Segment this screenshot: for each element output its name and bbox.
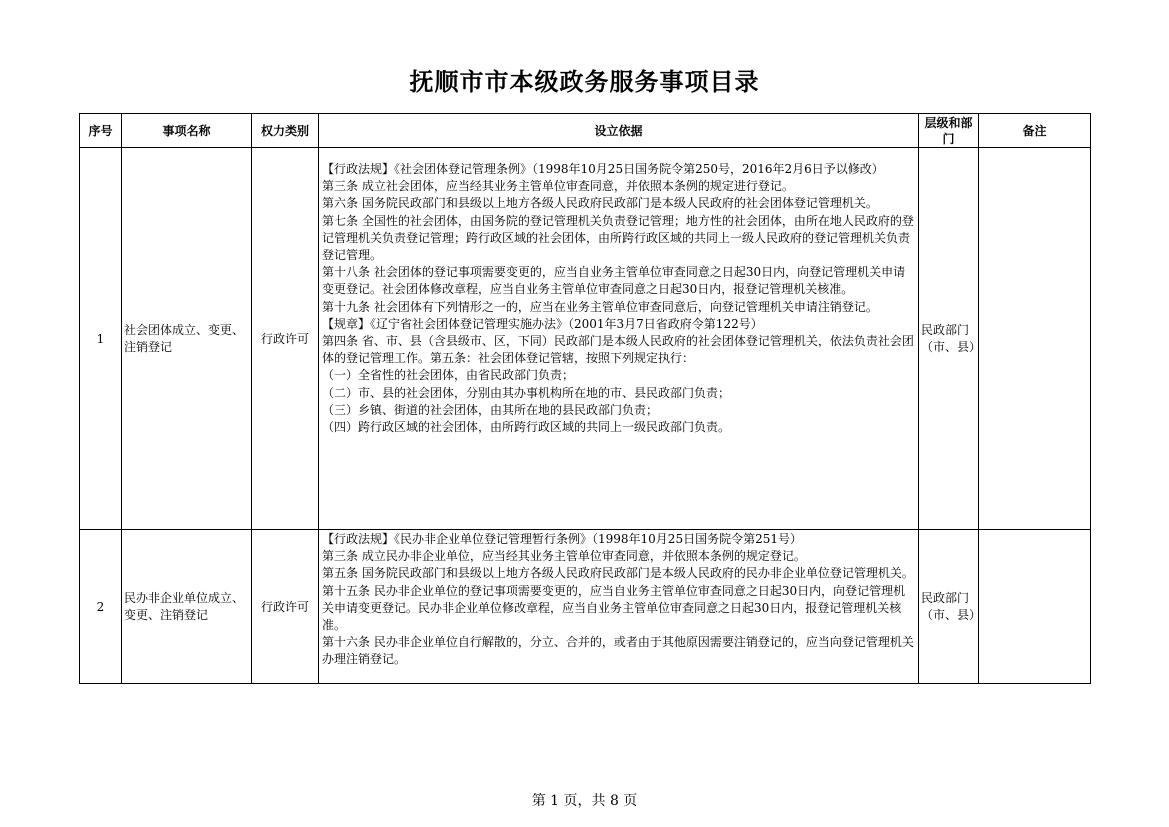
row-no: 2 [80, 530, 122, 684]
row-name: 社会团体成立、变更、注销登记 [122, 148, 252, 530]
basis-line: （三）乡镇、街道的社会团体，由其所在地的县民政部门负责； [322, 402, 659, 417]
table-row [80, 148, 1091, 530]
basis-line: 第三条 成立社会团体，应当经其业务主管单位审查同意，并依照本条例的规定进行登记。 [322, 179, 794, 194]
header-type: 权力类别 [252, 114, 319, 148]
page-title: 抚顺市市本级政务服务事项目录 [409, 68, 760, 96]
basis-line: 第四条 省、市、县（含县级市、区，下同）民政部门是本级人民政府的社会团体登记管理机关，依法负责社会团体的登记管理工作。第五条：社会团体登记管辖，按照下列规定执行： [322, 334, 914, 366]
header-no: 序号 [80, 114, 122, 148]
header-dept: 层级和部门 [919, 114, 979, 148]
row-dept: 民政部门（市、县） [919, 148, 979, 530]
table-row [80, 530, 1091, 684]
row-note [979, 148, 1091, 530]
row-type: 行政许可 [252, 148, 319, 530]
basis-line: 第七条 全国性的社会团体，由国务院的登记管理机关负责登记管理；地方性的社会团体，由所在地人民政府的登记管理机关负责登记管理；跨行政区域的社会团体，由所跨行政区域的共同上一级人民政府的登记管理机关负责登记管理。 [322, 213, 914, 263]
basis-line: 第三条 成立民办非企业单位，应当经其业务主管单位审查同意，并依照本条例的规定登记。 [322, 549, 806, 564]
basis-line: 第十八条 社会团体的登记事项需要变更的，应当自业务主管单位审查同意之日起30日内，向登记管理机关申请变更登记。社会团体修改章程，应当自业务主管单位审查同意之日起30日内，报登记管理机关核准。 [322, 265, 906, 297]
row-name: 民办非企业单位成立、变更、注销登记 [122, 530, 252, 684]
basis-line: 【规章】《辽宁省社会团体登记管理实施办法》（2001年3月7日省政府令第122号） [322, 316, 763, 331]
basis-line: 第十六条 民办非企业单位自行解散的，分立、合并的，或者由于其他原因需要注销登记的，应当向登记管理机关办理注销登记。 [322, 635, 914, 667]
table-header-row [80, 114, 1091, 148]
basis-line: 第五条 国务院民政部门和县级以上地方各级人民政府民政部门是本级人民政府的民办非企业单位登记管理机关。 [322, 566, 914, 581]
row-basis [319, 530, 919, 684]
basis-line: （二）市、县的社会团体，分别由其办事机构所在地的市、县民政部门负责； [322, 385, 731, 400]
basis-line: （一）全省性的社会团体，由省民政部门负责； [322, 368, 575, 383]
catalog-table [79, 113, 1091, 684]
row-dept: 民政部门（市、县） [919, 530, 979, 684]
basis-line: 第十九条 社会团体有下列情形之一的，应当在业务主管单位审查同意后，向登记管理机关申请注销登记。 [322, 299, 878, 314]
basis-line: 第十五条 民办非企业单位的登记事项需要变更的，应当自业务主管单位审查同意之日起30日内，向登记管理机关申请变更登记。民办非企业单位修改章程，应当自业务主管单位审查同意之日起30日内，报登记管理机关核准。 [322, 583, 906, 633]
row-note [979, 530, 1091, 684]
basis-line: （四）跨行政区域的社会团体，由所跨行政区域的共同上一级民政部门负责。 [322, 420, 731, 435]
basis-line: 【行政法规】《社会团体登记管理条例》（1998年10月25日国务院令第250号，2016年2月6日予以修改） [322, 162, 884, 176]
row-basis [319, 148, 919, 530]
row-no: 1 [80, 148, 122, 530]
page-footer: 第 1 页，共 8 页 [531, 793, 638, 809]
header-basis: 设立依据 [319, 114, 919, 148]
header-note: 备注 [979, 114, 1091, 148]
header-name: 事项名称 [122, 114, 252, 148]
basis-line: 【行政法规】《民办非企业单位登记管理暂行条例》（1998年10月25日国务院令第251号） [322, 532, 802, 546]
basis-line: 第六条 国务院民政部门和县级以上地方各级人民政府民政部门是本级人民政府的社会团体登记管理机关。 [322, 196, 878, 211]
row-type: 行政许可 [252, 530, 319, 684]
